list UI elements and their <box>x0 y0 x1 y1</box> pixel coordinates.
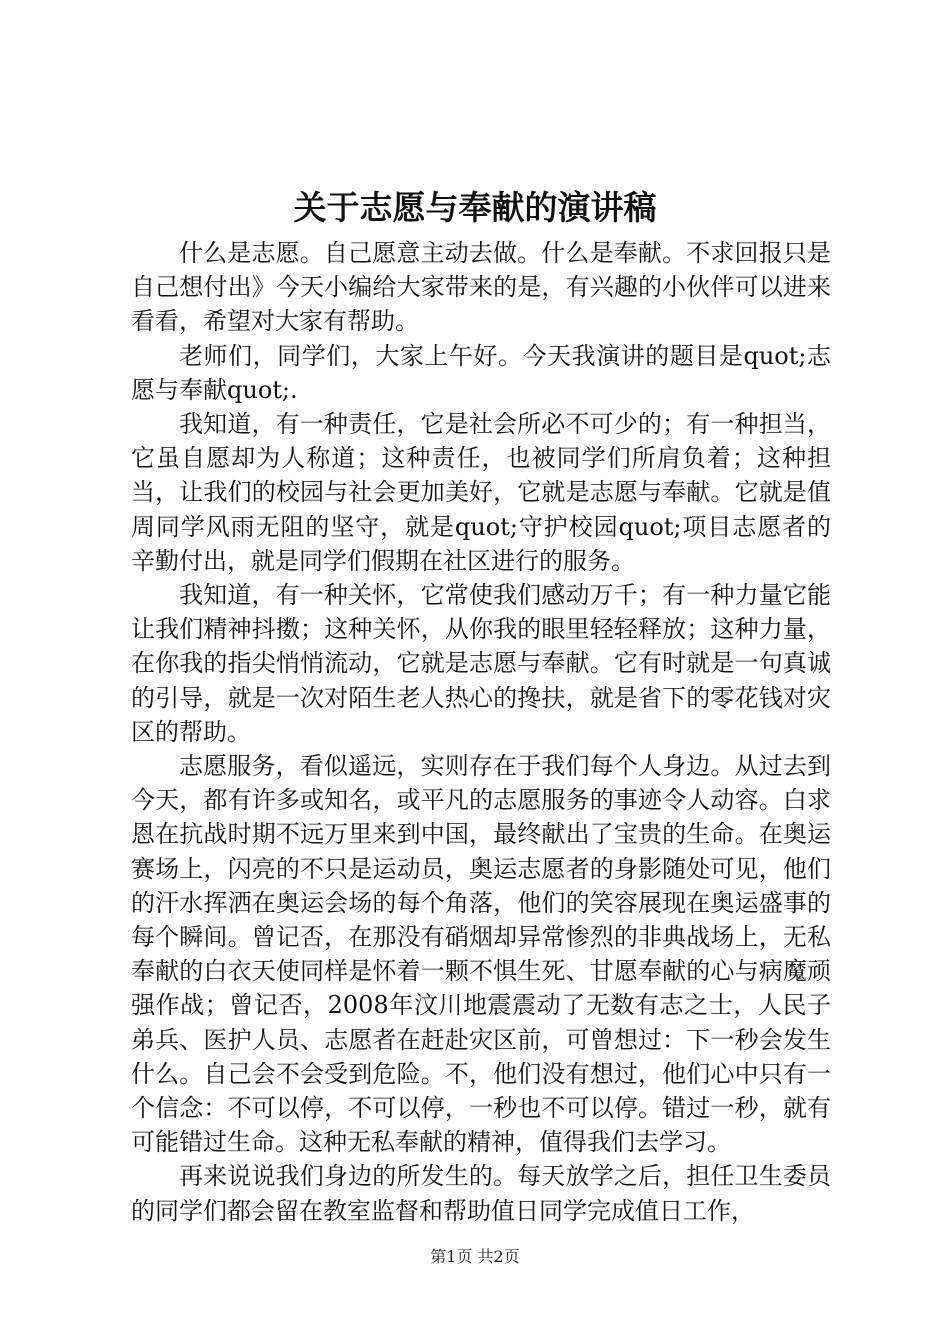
paragraph-examples: 志愿服务，看似遥远，实则存在于我们每个人身边。从过去到今天，都有许多或知名，或平凡的志愿服务的事迹令人动容。白求恩在抗战时期不远万里来到中国，最终献出了宝贵的生命。在奥运赛场上，闪亮的不只是运动员，奥运志愿者的身影随处可见，他们的汗水挥洒在奥运会场的每个角落，他们的笑容展现在奥运盛事的每个瞬间。曾记否，在那没有硝烟却异常惨烈的非典战场上，无私奉献的白衣天使同样是怀着一颗不惧生死、甘愿奉献的心与病魔顽强作战；曾记否，2008年汶川地震震动了无数有志之士，人民子弟兵、医护人员、志愿者在赶赴灾区前，可曾想过：下一秒会发生什么。自己会不会受到危险。不，他们没有想过，他们心中只有一个信念：不可以停，不可以停，一秒也不可以停。错过一秒，就有可能错过生命。这种无私奉献的精神，值得我们去学习。 <box>131 752 831 1157</box>
document-body <box>131 236 831 1228</box>
paragraph-responsibility: 我知道，有一种责任，它是社会所必不可少的；有一种担当，它虽自愿却为人称道；这种责任，也被同学们所肩负着；这种担当，让我们的校园与社会更加美好，它就是志愿与奉献。它就是值周同学风雨无阻的坚守，就是quot;守护校园quot;项目志愿者的辛勤付出，就是同学们假期在社区进行的服务。 <box>131 410 831 575</box>
document-title: 关于志愿与奉献的演讲稿 <box>293 188 657 227</box>
paragraph-intro: 什么是志愿。自己愿意主动去做。什么是奉献。不求回报只是自己想付出》今天小编给大家带来的是，有兴趣的小伙伴可以进来看看，希望对大家有帮助。 <box>131 239 831 336</box>
page-number-footer: 第1页 共2页 <box>430 1247 520 1266</box>
paragraph-greeting: 老师们，同学们，大家上午好。今天我演讲的题目是quot;志愿与奉献quot;. <box>131 341 831 404</box>
paragraph-daily-life: 再来说说我们身边的所发生的。每天放学之后，担任卫生委员的同学们都会留在教室监督和帮助值日同学完成值日工作， <box>131 1162 831 1225</box>
paragraph-care: 我知道，有一种关怀，它常使我们感动万千；有一种力量它能让我们精神抖擞；这种关怀，从你我的眼里轻轻释放；这种力量，在你我的指尖悄悄流动，它就是志愿与奉献。它有时就是一句真诚的引导，就是一次对陌生老人热心的搀扶，就是省下的零花钱对灾区的帮助。 <box>131 581 831 746</box>
